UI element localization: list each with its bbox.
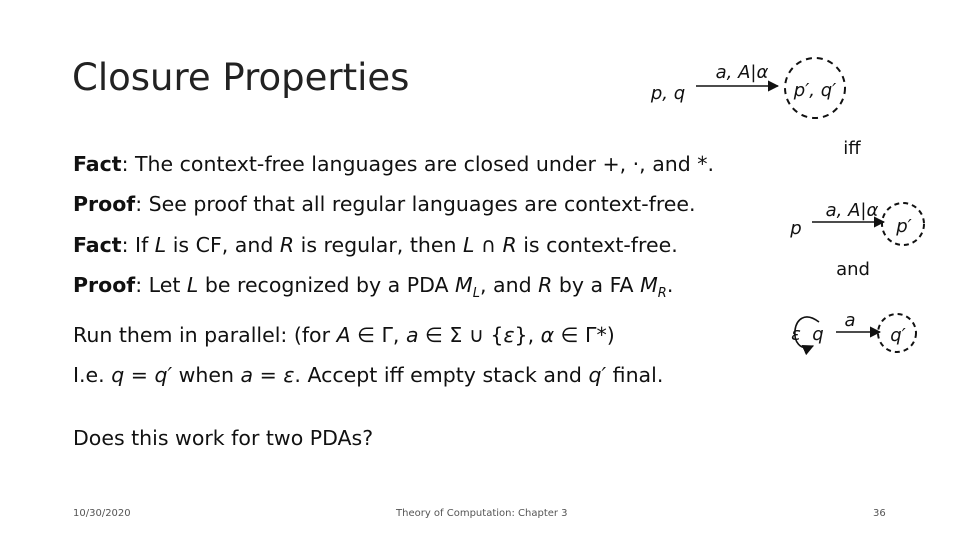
body-text-segment: q <box>111 363 125 388</box>
body-text-segment: ∩ <box>474 232 503 257</box>
body-text-segment: L <box>462 232 475 257</box>
body-text-segment: L <box>472 286 480 302</box>
iff-label: iff <box>843 138 861 159</box>
top-from-state-label: p, q <box>650 83 686 104</box>
body-text-segment: Proof <box>73 273 136 298</box>
body-text-segment: a <box>240 363 254 388</box>
body-text-segment: : Let <box>135 273 187 298</box>
body-text-segment: R <box>279 232 295 257</box>
body-text-segment: α <box>540 322 555 347</box>
loop-label: ε <box>791 324 801 345</box>
slide-title: Closure Properties <box>72 56 410 99</box>
body-text-segment: : The context-free languages are closed under +, ·, and *. <box>121 152 715 176</box>
body-text-segment: R <box>502 232 517 257</box>
body-text-segment: M <box>640 273 658 298</box>
body-text-segment: . Accept iff empty stack and <box>294 363 589 388</box>
body-text-segment: by a FA <box>552 273 641 298</box>
body-text-segment: final. <box>606 363 664 388</box>
middle-to-state-label: p′ <box>896 216 912 237</box>
body-text-segment: I.e. <box>73 363 112 388</box>
body-text-segment: , and <box>479 273 539 298</box>
body-text-segment: a <box>405 322 419 347</box>
body-text-segment: is CF, and <box>166 232 280 257</box>
bottom-transition-label: a <box>844 310 856 331</box>
body-text-segment: A <box>336 322 351 347</box>
body-text-segment: ε <box>503 322 515 347</box>
body-text-segment: M <box>455 273 473 298</box>
body-text-segment: q′ <box>588 363 607 388</box>
body-text-segment: q′ <box>154 363 173 388</box>
body-text-segment: Fact <box>73 232 122 257</box>
body-text-segment: R <box>538 273 553 298</box>
body-text-segment: : See proof that all regular languages are context-free. <box>135 192 696 217</box>
top-to-state-label: p′, q′ <box>793 80 837 101</box>
top-transition-label: a, A|α <box>715 62 769 83</box>
body-text-segment: R <box>657 286 667 302</box>
body-text-segment: Proof <box>73 192 136 217</box>
body-text-segment: be recognized by a PDA <box>198 273 456 298</box>
body-text-segment: Run them in parallel: (for <box>73 322 337 347</box>
middle-transition-label: a, A|α <box>825 200 879 221</box>
body-text-segment: ∈ Γ, <box>350 322 406 347</box>
footer-page-number: 36 <box>873 508 886 519</box>
body-text-segment: Fact <box>73 152 122 176</box>
body-text-segment: = <box>124 363 155 388</box>
body-text-segment: : If <box>121 232 155 257</box>
body-text-segment: ε <box>283 363 295 388</box>
body-text-segment: L <box>186 273 199 298</box>
body-text-segment: when <box>172 363 241 388</box>
bottom-from-state-label: q <box>812 324 824 345</box>
body-text-segment: is context-free. <box>516 232 678 257</box>
body-text-segment: L <box>154 232 167 257</box>
body-text-segment: ∈ Γ*) <box>554 322 615 347</box>
body-text-segment: }, <box>514 322 541 347</box>
body-text-segment: . <box>666 273 674 298</box>
footer-course-title: Theory of Computation: Chapter 3 <box>396 508 568 519</box>
question-text: Does this work for two PDAs? <box>73 426 374 450</box>
bottom-to-state-label: q′ <box>890 325 906 346</box>
body-text-segment: is regular, then <box>294 232 463 257</box>
and-label: and <box>836 259 870 280</box>
body-text-segment: ∈ Σ ∪ { <box>418 322 504 347</box>
body-text-segment: = <box>253 363 284 388</box>
middle-from-state-label: p <box>790 218 802 239</box>
footer-date: 10/30/2020 <box>73 508 131 519</box>
